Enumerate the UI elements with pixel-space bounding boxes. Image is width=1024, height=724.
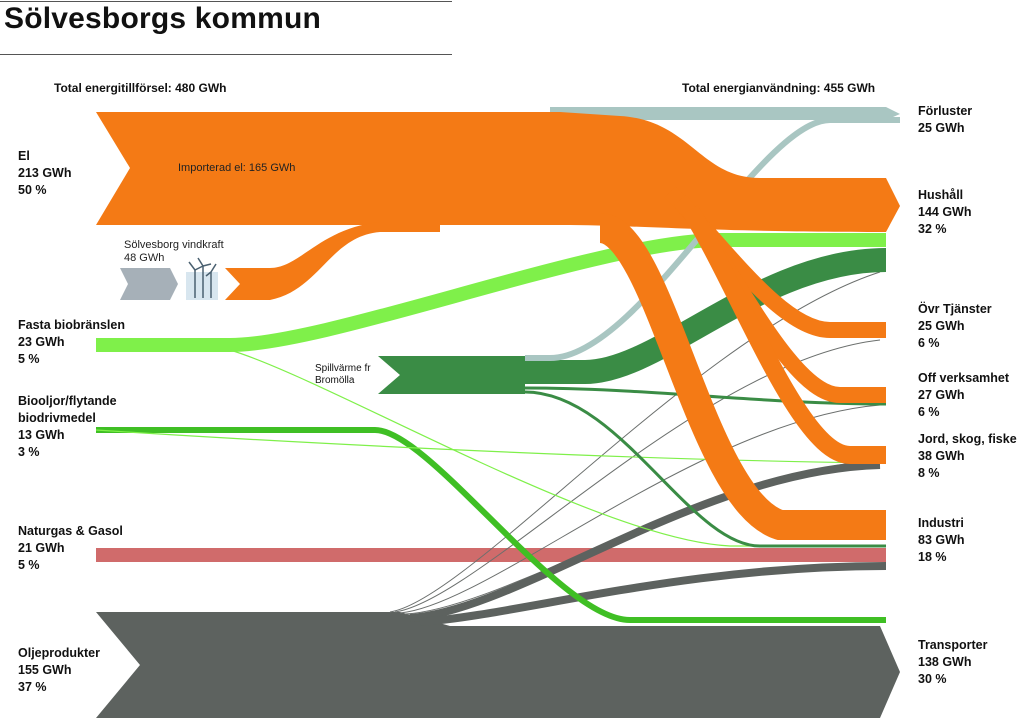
wind-value-label: 48 GWh xyxy=(124,252,165,264)
target-industri-value: 83 GWh xyxy=(918,533,965,547)
target-off-verksamhet-name: Off verksamhet xyxy=(918,371,1010,385)
target-industri-pct: 18 % xyxy=(918,550,947,564)
page-title: Sölvesborgs kommun xyxy=(4,2,322,35)
wind-arrow xyxy=(120,268,178,300)
target-forluster-name: Förluster xyxy=(918,104,973,118)
target-forluster xyxy=(918,103,972,137)
supply-total-label: Total energitillförsel: 480 GWh xyxy=(54,81,227,95)
target-ovr-tjanster-name: Övr Tjänster xyxy=(918,302,992,316)
source-naturgas xyxy=(18,523,123,574)
source-olja-value: 155 GWh xyxy=(18,663,72,677)
waste-heat-label-1: Spillvärme fr xyxy=(315,363,371,374)
source-naturgas-value: 21 GWh xyxy=(18,541,65,555)
source-naturgas-name: Naturgas & Gasol xyxy=(18,524,123,538)
flow-oil-jord xyxy=(410,465,880,618)
flow-spillvarme-hushall xyxy=(525,260,886,372)
use-total-label: Total energianvändning: 455 GWh xyxy=(682,81,876,95)
target-hushall-pct: 32 % xyxy=(918,222,947,236)
target-jord-skog xyxy=(918,431,1017,482)
target-off-verksamhet-pct: 6 % xyxy=(918,405,940,419)
target-jord-skog-pct: 8 % xyxy=(918,466,940,480)
target-jord-skog-value: 38 GWh xyxy=(918,449,965,463)
source-olja-name: Oljeprodukter xyxy=(18,646,100,660)
target-transporter-value: 138 GWh xyxy=(918,655,972,669)
target-jord-skog-name: Jord, skog, fiske xyxy=(918,432,1017,446)
flow-spillvarme-source xyxy=(378,356,525,394)
target-ovr-tjanster xyxy=(918,301,992,352)
source-naturgas-pct: 5 % xyxy=(18,558,40,572)
source-el-name: El xyxy=(18,149,30,163)
source-biooljor-pct: 3 % xyxy=(18,445,40,459)
flow-el-wind xyxy=(225,222,440,300)
flow-fasta-thin-2 xyxy=(96,430,886,463)
source-el xyxy=(18,148,72,199)
target-industri-name: Industri xyxy=(918,516,964,530)
source-fasta-name: Fasta biobränslen xyxy=(18,318,125,332)
source-biooljor-value: 13 GWh xyxy=(18,428,65,442)
target-hushall-name: Hushåll xyxy=(918,188,964,202)
source-fasta-pct: 5 % xyxy=(18,352,40,366)
target-off-verksamhet xyxy=(918,370,1009,421)
target-transporter xyxy=(918,637,987,688)
source-biooljor-name: Biooljor/flytande xyxy=(18,394,117,408)
target-transporter-pct: 30 % xyxy=(918,672,947,686)
imported-el-label: Importerad el: 165 GWh xyxy=(178,162,296,174)
target-ovr-tjanster-pct: 6 % xyxy=(918,336,940,350)
source-biooljor xyxy=(18,393,117,461)
target-industri xyxy=(918,515,965,566)
target-ovr-tjanster-value: 25 GWh xyxy=(918,319,965,333)
target-transporter-name: Transporter xyxy=(918,638,988,652)
source-biooljor-name2: biodrivmedel xyxy=(18,411,96,425)
target-hushall-value: 144 GWh xyxy=(918,205,972,219)
flow-oil-transporter xyxy=(96,612,900,718)
source-fasta xyxy=(18,317,125,368)
wind-turbine-icon xyxy=(186,258,218,300)
source-fasta-value: 23 GWh xyxy=(18,335,65,349)
target-forluster-value: 25 GWh xyxy=(918,121,965,135)
wind-name-label: Sölvesborg vindkraft xyxy=(124,239,224,251)
source-olja xyxy=(18,645,100,696)
source-el-value: 213 GWh xyxy=(18,166,72,180)
source-olja-pct: 37 % xyxy=(18,680,47,694)
source-el-pct: 50 % xyxy=(18,183,47,197)
target-off-verksamhet-value: 27 GWh xyxy=(918,388,965,402)
waste-heat-label-2: Bromölla xyxy=(315,375,355,386)
target-hushall xyxy=(918,187,972,238)
